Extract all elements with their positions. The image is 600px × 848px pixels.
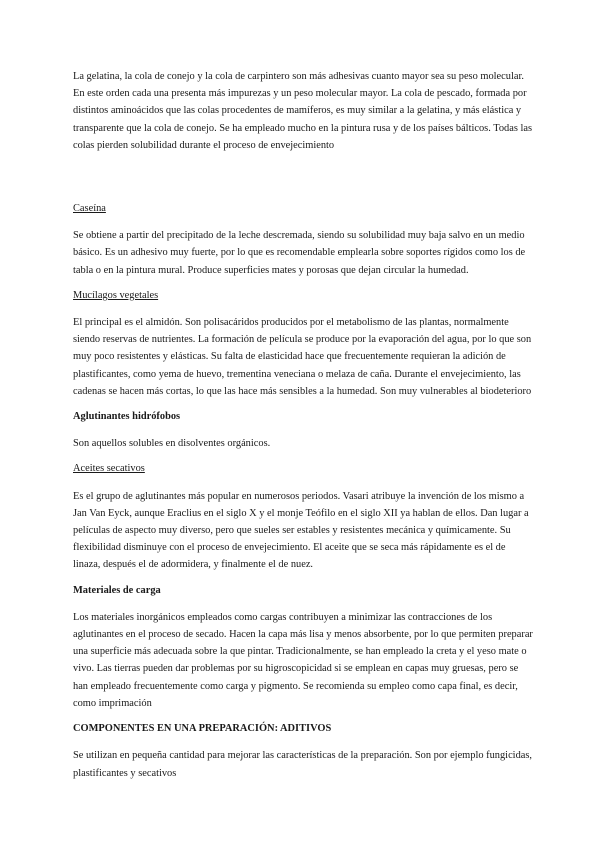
aditivos-paragraph: Se utilizan en pequeña cantidad para mejorar las características de la preparación. Son por ejemplo fungicidas, plastificantes y secativos bbox=[73, 750, 533, 779]
aditivos-heading: COMPONENTES EN UNA PREPARACIÓN: ADITIVOS bbox=[73, 723, 332, 735]
hidrofobos-heading: Aglutinantes hidrófobos bbox=[73, 411, 181, 423]
caseina-paragraph: Se obtiene a partir del precipitado de la leche descremada, siendo su solubilidad muy baja salvo en un medio básico. Es un adhesivo muy fuerte, por lo que es recomendable emplearla sobre soportes rígidos como los de tabla o en la pintura mural. Produce superficies mates y porosas que dejan circular la humedad. bbox=[73, 230, 526, 276]
carga-paragraph: Los materiales inorgánicos empleados como cargas contribuyen a minimizar las contracciones de los aglutinantes en el proceso de secado. Hacen la capa más lisa y menos absorbente, por lo que permiten preparar una superficie más adecuada sobre la que pintar. Tradicionalmente, se han empleado la creta y el yeso mate o vivo. Las tierras pueden dar problemas por su higroscopicidad si se emplean en capas muy gruesas, pero se han empleado frecuentemente como carga y pigmento. Se recomienda su empleo como capa final, es decir, como imprimación bbox=[73, 611, 533, 709]
intro-paragraph: La gelatina, la cola de conejo y la cola de carpintero son más adhesivas cuanto mayor sea su peso molecular. En este orden cada una presenta más impurezas y un peso molecular mayor. La cola de pescado, formada por distintos aminoácidos que las colas procedentes de mamíferos, es muy similar a la gelatina, y más elástica y transparente que la cola de conejo. Se ha empleado mucho en la pintura rusa y de los países bálticos. Todas las colas pierden solubilidad durante el proceso de envejecimiento bbox=[73, 71, 533, 151]
hidrofobos-paragraph: Son aquellos solubles en disolventes orgánicos. bbox=[73, 438, 271, 450]
aceites-heading: Aceites secativos bbox=[73, 463, 145, 475]
caseina-heading: Caseína bbox=[73, 203, 106, 215]
mucilagos-paragraph: El principal es el almidón. Son polisacáridos producidos por el metabolismo de las plantas, normalmente siendo reservas de nutrientes. La formación de película se produce por la evaporación del agua, por lo que son muy poco resistentes y elásticas. Su falta de elasticidad hace que frecuentemente requieran la adición de plastificantes, como yema de huevo, trementina veneciana o melaza de caña. Durante el envejecimiento, las cadenas se hacen más cortas, lo que las hace más sensibles a la humedad. Son muy vulnerables al biodeterioro bbox=[73, 317, 532, 397]
carga-heading: Materiales de carga bbox=[73, 584, 161, 596]
document-body bbox=[73, 68, 533, 782]
mucilagos-heading: Mucílagos vegetales bbox=[73, 289, 159, 301]
aceites-paragraph: Es el grupo de aglutinantes más popular en numerosos periodos. Vasari atribuye la invención de los mismo a Jan Van Eyck, aunque Eraclius en el siglo X y el monje Teófilo en el siglo XII ya hablan de ellos. Dan lugar a películas de aspecto muy diverso, pero que sueles ser estables y resistentes mecánica y químicamente. Su flexibilidad disminuye con el proceso de envejecimiento. El aceite que se seca más rápidamente es el de linaza, después el de adormidera, y finalmente el de nuez. bbox=[73, 490, 529, 571]
